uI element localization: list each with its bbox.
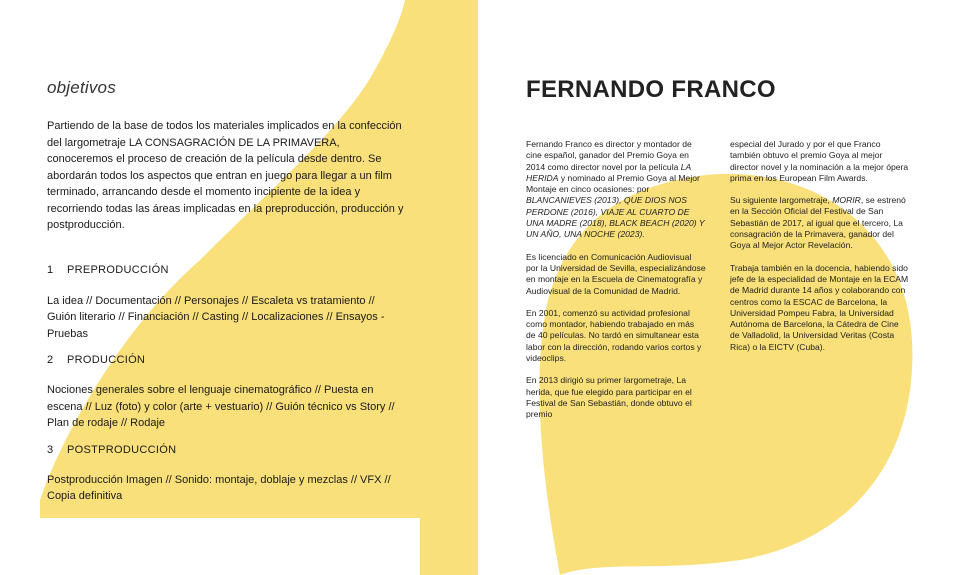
section-heading-preproduction xyxy=(47,264,407,276)
objectives-title: objetivos xyxy=(47,78,116,97)
section-number: 3 xyxy=(47,443,54,456)
film-title: LA HERIDA xyxy=(526,161,691,183)
bio-column-1 xyxy=(526,139,706,432)
bio-paragraph: En 2001, comenzó su actividad profesional como montador, habiendo trabajado en más de 40 películas. No tardó en simultanear esta labor con la dirección, rodando varios cortos y videoclips. xyxy=(526,307,702,364)
bio-paragraph xyxy=(730,195,910,251)
section-title: PRODUCCIÓN xyxy=(67,354,146,366)
section-title: POSTPRODUCCIÓN xyxy=(67,443,177,456)
director-name: FERNANDO FRANCO xyxy=(526,76,776,103)
bio-text: y nominado al Premio Goya al Mejor Montaje en cinco ocasiones: por xyxy=(526,172,700,195)
film-title: MORIR xyxy=(832,195,861,206)
bio-paragraph xyxy=(526,139,706,241)
section-title: PREPRODUCCIÓN xyxy=(67,263,169,276)
bio-text: Fernando Franco es director y montador de cine español, ganador del Premio Goya en 2014 como director novel por la película xyxy=(526,139,692,172)
section-number: 1 xyxy=(47,263,54,276)
bio-paragraph: Trabaja también en la docencia, habiendo sido jefe de la especialidad de Montaje en la ECAM de Madrid durante 14 años y colaborando con centros como la ESCAC de Barcelona, la Universidad Pompeu Fabra, la Universidad Autónoma de Barcelona, la Cátedra de Cine de Valladolid, la Universidad Veritas (Costa Rica) o la EICTV (Cuba). xyxy=(730,262,909,352)
section-body-preproduction: La idea // Documentación // Personajes // Escaleta vs tratamiento // Guión literario // Financiación // Casting // Localizaciones // Ensayos - Pruebas xyxy=(47,294,385,340)
film-list: BLANCANIEVES (2013), QUE DIOS NOS PERDONE (2016), VIAJE AL CUARTO DE UNA MADRE (2018), BLACK BEACH (2020) Y UN AÑO, UNA NOCHE (2023). xyxy=(526,195,705,240)
section-body-postproduction: Postproducción Imagen // Sonido: montaje, doblaje y mezclas // VFX // Copia definitiva xyxy=(47,473,391,502)
section-heading-production xyxy=(47,354,407,366)
bio-paragraph: especial del Jurado y por el que Franco también obtuvo el premio Goya al mejor director novel y la nominación a la mejor ópera prima en los European Film Awards. xyxy=(730,139,909,183)
bio-column-2 xyxy=(730,139,910,364)
section-body-production: Nociones generales sobre el lenguaje cinematográfico // Puesta en escena // Luz (foto) y color (arte + vestuario) // Guión técnico vs Story // Plan de rodaje // Rodaje xyxy=(47,384,395,429)
objectives-intro: Partiendo de la base de todos los materiales implicados en la confección del largometraje LA CONSAGRACIÓN DE LA PRIMAVERA, conoceremos el proceso de creación de la película desde dentro. Se abordarán todos los aspectos que entran en juego para llegar a un film terminado, arrancando desde el momento incipiente de la idea y recorriendo todas las áreas implicadas en la preproducción, producción y postproducción. xyxy=(47,120,404,231)
bio-paragraph: En 2013 dirigió su primer largometraje, La herida, que fue elegido para participar en el Festival de San Sebastián, donde obtuvo el premio xyxy=(526,375,692,420)
objectives-section xyxy=(47,78,407,505)
section-number: 2 xyxy=(47,354,54,366)
bio-text: , se estrenó en la Sección Oficial del Festival de San Sebastián de 2017, al igual que el tercero, La consagración de la Primavera, ganador del Goya al Mejor Actor Revelación. xyxy=(730,195,906,251)
bio-text: Su siguiente largometraje, xyxy=(730,195,833,206)
bio-paragraph: Es licenciado en Comunicación Audiovisual por la Universidad de Sevilla, especializándose en montaje en la Escuela de Cinematografía y Audiovisual de la Comunidad de Madrid. xyxy=(526,251,706,296)
section-heading-postproduction xyxy=(47,444,407,456)
